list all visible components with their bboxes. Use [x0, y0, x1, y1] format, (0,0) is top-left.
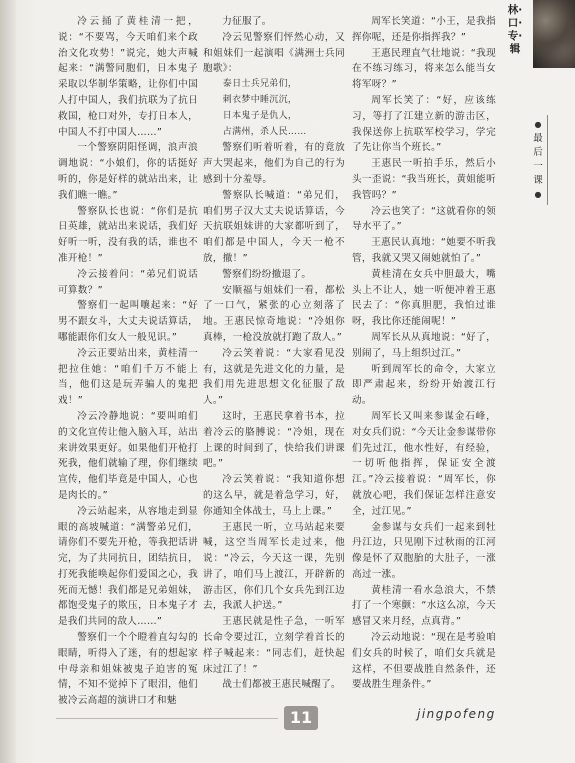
body-paragraph: 一个警察阴阳怪调，浪声浪调地说：“小娘们，你的话挺好听的，你是好样的就站出来，让我们瞧一瞧。” [58, 142, 198, 201]
body-paragraph: 冷云冷静地说：“要叫咱们的文化宣传让他入脑入耳，站出来讲效果更好。如果他们开枪打死我，他们就输了理，你们继续宣传，他们毕竟是中国人，心也是肉长的。” [58, 410, 198, 501]
text-column-3 [352, 14, 496, 691]
page-number: 11 [284, 706, 318, 730]
body-paragraph: 周军长从从真地说：“好了，别闹了，马上组织过江。” [352, 331, 496, 359]
footer-divider [56, 718, 278, 719]
body-paragraph: 警察们纷纷撤退了。 [222, 268, 312, 280]
body-paragraph: 警察队长喊道：“弟兄们，咱们男子汉大丈夫说话算话，今天抗联姐妹讲的大家都听到了，咱们都是中国人，今天一枪不放，撤！” [203, 189, 345, 264]
body-paragraph: 警察们听着听着，有的竟放声大哭起来，他们为自己的行为感到十分羞辱。 [203, 142, 345, 185]
body-paragraph: 王惠民认真地：“她要不听我管，我就又哭又闹她就怕了。” [352, 237, 496, 264]
body-paragraph: 警察队长也说：“你们是抗日英雄，就站出来说话，我们好好听一听，没有我的话，谁也不准开枪！” [58, 205, 198, 264]
body-paragraph: 王惠民一听拍手乐，然后小头一歪说：“我当班长，黄姐能听我管吗？” [352, 158, 496, 201]
body-paragraph: 冷云捅了黄桂清一把，说：“不要骂，今天咱们来个政治文化攻势！”说完，她大声喊起来：“满警同胞们，日本鬼子采取以华制华策略，让你们中国人打中国人，我们抗联为了抗日救国，枪口对外，专打日本人，中国人不打中国人……” [58, 16, 198, 138]
body-paragraph: 黄桂清一看水急浪大，不禁打了一个寒颤：“水这么凉，今天感冒又来月经，点真背。” [352, 584, 496, 628]
page-gutter [0, 0, 16, 763]
body-paragraph: 这时，王惠民拿着书本，拉着冷云的胳膊说：“冷姐，现在上课的时间到了，快给我们讲课吧。” [203, 410, 345, 470]
body-paragraph: 冷云也笑了：“这就看你的领导水平了。” [352, 205, 496, 233]
column-tab-label: 林·口·专·辑 [507, 4, 523, 55]
body-paragraph: 冷云见警察们怦然心动，又和姐妹们一起演唱《满洲士兵同胞歌》： [203, 31, 345, 75]
body-paragraph: 冷云站起来，从容地走到显眼的高坡喊道：“满警弟兄们，请你们不要先开枪，等我把话讲完，为了共同抗日，团结抗日，打死我能唤起你们爱国之心，我死而无憾！我们都是兄弟姐妹，都饱受鬼子的欺压，日本鬼子才是我们共同的敌人……” [58, 505, 198, 628]
body-paragraph: 黄桂清在女兵中胆最大，嘴头上不让人，她一听便冲着王惠民去了：“你真胆肥，我怕过谁呀，我比你还能闹呢！” [352, 268, 496, 328]
body-paragraph: 冷云笑着说：“我知道你想的这么早，就是着急学习，好，你通知全体战士，马上上课。” [203, 474, 345, 517]
body-paragraph: 周军长笑了：“好，应该练习，等打了江建立新的游击区，我保送你上抗联军校学习，学完了先让你当个班长。” [352, 94, 496, 154]
body-paragraph: 力征服了。 [222, 16, 272, 27]
body-paragraph: 冷云笑着说：“大家看见没有，这就是先进文化的力量，是我们用先进思想文化征服了敌人。” [203, 347, 345, 407]
corner-photo-image [533, 0, 575, 68]
body-paragraph: 冷云动地说：“现在是考验咱们女兵的时候了，咱们女兵就是这样，不但要战胜自然条件，还要战胜生理条件。” [352, 632, 496, 691]
body-paragraph: 警察们一起叫嚷起来：“好男不跟女斗，大丈夫说话算话，哪能跟你们女人一般见识。” [58, 300, 198, 343]
body-paragraph: 王惠民一听，立马站起来要喊，这空当周军长走过来，他说：“冷云，今天这一课，先别讲了，咱们马上渡江，开辟新的游击区，你们几个女兵先到江边去，我派人护送。” [203, 521, 345, 612]
poem-line: 日本鬼子是仇人， [222, 110, 298, 121]
body-paragraph: 金参谋与女兵们一起来到牡丹江边，只见刚下过秋雨的江河像是怀了双胞胎的大肚子，一涨高过一涨。 [352, 521, 496, 580]
bullet-dot-icon: ● [534, 190, 542, 199]
bullet-dot-icon: ● [534, 120, 542, 129]
corner-photo [533, 0, 575, 68]
body-paragraph: 战士们都被王惠民喊醒了。 [222, 679, 341, 691]
body-paragraph: 警察们一个个瞪着直勾勾的眼睛，听得入了迷，有的想起家中母亲和姐妹被鬼子迫害的冤情，不知不觉掉下了眼泪，他们被冷云高超的演讲口才和魅 [58, 632, 198, 707]
body-paragraph: 王惠民理直气壮地说：“我现在不练习练习，将来怎么能当女将军呀？” [352, 47, 496, 91]
text-column-1 [58, 14, 198, 707]
poem-line: 占满州，杀人民…… [222, 126, 307, 137]
side-divider [547, 115, 548, 205]
section-title [530, 118, 546, 202]
body-paragraph: 冷云接着问：“弟兄们说话可算数？” [58, 268, 198, 296]
footer-brand: jingpofeng [417, 707, 496, 721]
body-paragraph: 冷云正要站出来，黄桂清一把拉住她：“咱们千万不能上当，他们这是玩弄骗人的鬼把戏！” [58, 347, 198, 407]
section-title-text: 最后一课 [533, 133, 543, 186]
poem-line: 泰日士兵兄弟们， [222, 79, 298, 90]
poem-line: 刺衣梦中睡沉沉， [222, 94, 298, 105]
body-paragraph: 周军长笑道：“小王，是我指挥你呢，还是你指挥我？” [352, 16, 496, 43]
body-paragraph: 安顺福与姐妹们一看，都松了一口气，紧张的心立刻落了地。王惠民惊奇地说：“冷姐你真棒，一枪没放就打跑了敌人。” [203, 284, 345, 343]
body-paragraph: 听到周军长的命令，大家立即严肃起来，纷纷开始渡江行动。 [352, 363, 496, 407]
text-column-2 [203, 14, 345, 726]
body-paragraph: 王惠民就是性子急，一听军长命令要过江，立刻学着首长的样子喊起来：“同志们，赶快起床过江了！” [203, 616, 345, 675]
body-paragraph: 周军长又叫来参谋金石峰，对女兵们说：“今天让金参谋带你们先过江，他水性好，有经验，一切听他指挥，保证安全渡江。”冷云接着说：“周军长，你就放心吧，我们保证怎样注意安全，过江见。” [352, 410, 496, 517]
